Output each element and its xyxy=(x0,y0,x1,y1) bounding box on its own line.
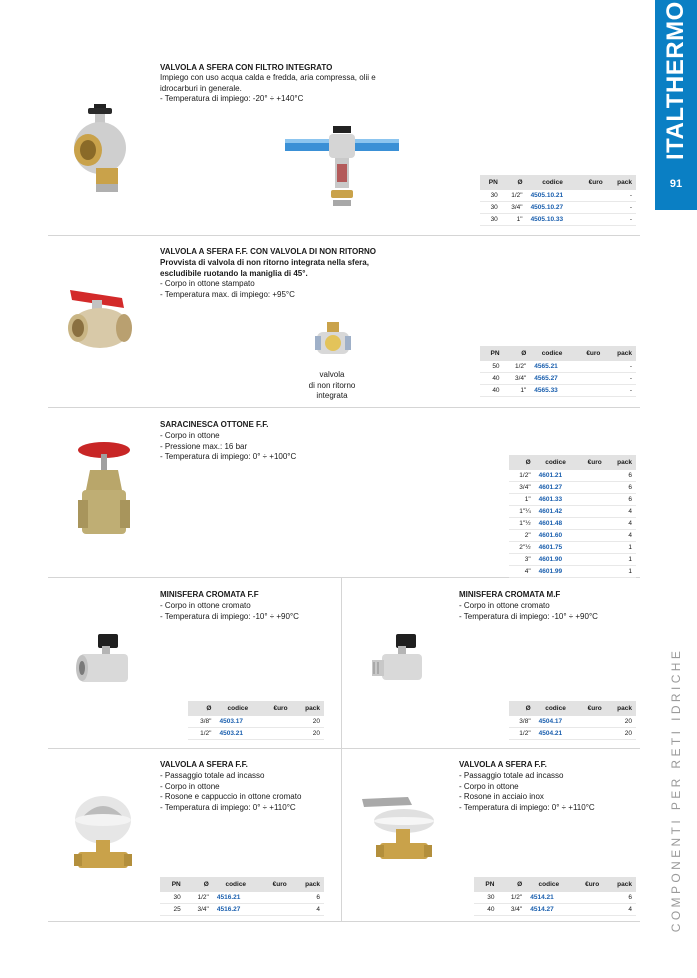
description-line: - Temperatura di impiego: 0° ÷ +100°C xyxy=(160,452,297,461)
non-return-valve-image xyxy=(313,320,353,364)
product-code: 4565.33 xyxy=(530,385,574,397)
product-code: 4601.21 xyxy=(535,470,577,482)
product-code: 4505.10.27 xyxy=(527,202,579,214)
table-cell xyxy=(578,214,606,226)
table-cell: 30 xyxy=(160,892,185,904)
product-code: 4505.10.33 xyxy=(527,214,579,226)
table-cell: 4 xyxy=(291,904,324,916)
brand-name: ITALTHERMO xyxy=(662,1,689,160)
table-cell xyxy=(259,904,291,916)
table-cell xyxy=(578,190,606,202)
table-header: €uro xyxy=(260,701,291,716)
table-cell xyxy=(574,385,605,397)
table-cell: 30 xyxy=(480,202,502,214)
table-cell: 4 xyxy=(606,506,636,518)
table-cell: 4 xyxy=(606,518,636,530)
table-cell: 3/4" xyxy=(502,202,527,214)
table-header: codice xyxy=(535,455,577,470)
description-line: - Temperatura di impiego: -10° ÷ +90°C xyxy=(160,611,299,621)
product-description xyxy=(160,601,299,622)
product-title: VALVOLA A SFERA CON FILTRO INTEGRATO xyxy=(160,63,333,72)
concealed-valve-chrome-cap-image xyxy=(72,790,134,874)
table-cell xyxy=(576,728,605,740)
table-cell: 30 xyxy=(474,892,498,904)
image-caption xyxy=(297,370,367,402)
table-row xyxy=(188,716,324,728)
chrome-mini-valve-mf-image xyxy=(368,630,428,690)
table-header: €uro xyxy=(571,877,603,892)
table-header: PN xyxy=(480,175,502,190)
product-table xyxy=(509,701,636,740)
table-cell xyxy=(576,716,605,728)
table-cell: 1" xyxy=(504,385,531,397)
table-row xyxy=(474,892,636,904)
table-cell: 20 xyxy=(606,728,636,740)
table-cell: 50 xyxy=(480,361,504,373)
table-cell: 4 xyxy=(603,904,636,916)
table-header: codice xyxy=(535,701,577,716)
table-cell: 6 xyxy=(606,470,636,482)
description-line: - Corpo in ottone cromato xyxy=(459,601,550,610)
table-row xyxy=(509,728,636,740)
table-cell: - xyxy=(604,385,636,397)
product-description-bold xyxy=(160,258,369,279)
caption-line: di non ritorno xyxy=(308,380,356,390)
table-row xyxy=(509,518,636,530)
product-description xyxy=(160,279,295,300)
table-cell: 2"½ xyxy=(509,542,535,554)
table-cell: 1"½ xyxy=(509,518,535,530)
table-cell xyxy=(576,566,605,578)
table-row xyxy=(188,728,324,740)
table-cell: - xyxy=(604,373,636,385)
table-header: codice xyxy=(530,346,574,361)
table-row xyxy=(509,566,636,578)
table-cell xyxy=(574,373,605,385)
table-cell: 30 xyxy=(480,214,502,226)
table-cell xyxy=(259,892,291,904)
table-cell xyxy=(578,202,606,214)
table-cell: 1" xyxy=(509,494,535,506)
table-row xyxy=(474,904,636,916)
table-cell: - xyxy=(607,202,636,214)
description-line: - Passaggio totale ad incasso xyxy=(459,771,564,780)
table-cell xyxy=(576,470,605,482)
product-description xyxy=(160,431,296,463)
product-code: 4601.48 xyxy=(535,518,577,530)
table-row xyxy=(480,373,636,385)
product-table xyxy=(474,877,636,916)
table-cell xyxy=(576,554,605,566)
table-cell: 1/2" xyxy=(188,728,215,740)
table-cell: 3/4" xyxy=(185,904,213,916)
product-description xyxy=(459,601,598,622)
product-description xyxy=(160,73,376,105)
table-header: pack xyxy=(606,455,636,470)
table-header: pack xyxy=(606,701,636,716)
product-title: MINISFERA CROMATA M.F xyxy=(459,590,561,599)
ball-valve-red-handle-image xyxy=(62,280,138,360)
description-line: Impiego con uso acqua calda e fredda, aria compressa, olii e xyxy=(160,73,376,82)
table-header: pack xyxy=(291,877,324,892)
table-header: PN xyxy=(474,877,498,892)
table-header: codice xyxy=(213,877,259,892)
table-row xyxy=(480,214,636,226)
table-cell: 3/8" xyxy=(509,716,535,728)
table-cell: 1" xyxy=(502,214,527,226)
table-header: Ø xyxy=(502,175,527,190)
table-cell: 20 xyxy=(606,716,636,728)
product-title: VALVOLA A SFERA F.F. xyxy=(459,760,547,769)
page-number: 91 xyxy=(669,178,683,190)
table-header: pack xyxy=(604,346,636,361)
table-cell xyxy=(574,361,605,373)
table-cell: 25 xyxy=(160,904,185,916)
table-row xyxy=(480,361,636,373)
concealed-valve-steel-rosette-image xyxy=(356,795,436,875)
description-line: escludibile ruotando la maniglia di 45°. xyxy=(160,268,308,278)
product-code: 4514.27 xyxy=(526,904,571,916)
table-cell xyxy=(576,482,605,494)
table-row xyxy=(509,530,636,542)
table-cell: 1 xyxy=(606,566,636,578)
product-code: 4505.10.21 xyxy=(527,190,579,202)
description-line: - Temperatura di impiego: -10° ÷ +90°C xyxy=(459,611,598,621)
description-line: - Pressione max.: 16 bar xyxy=(160,441,248,451)
column-divider xyxy=(341,577,342,921)
table-row xyxy=(509,716,636,728)
description-line: - Corpo in ottone xyxy=(160,781,220,791)
table-row xyxy=(509,506,636,518)
table-cell: 20 xyxy=(292,716,324,728)
product-code: 4504.17 xyxy=(535,716,577,728)
product-title: VALVOLA A SFERA F.F. xyxy=(160,760,248,769)
description-line: - Temperatura di impiego: -20° ÷ +140°C xyxy=(160,94,304,103)
table-header: €uro xyxy=(576,701,605,716)
table-cell xyxy=(576,542,605,554)
description-line: - Corpo in ottone xyxy=(459,781,519,791)
table-header: €uro xyxy=(574,346,605,361)
product-table xyxy=(509,455,636,578)
product-table xyxy=(480,175,636,226)
table-header: €uro xyxy=(578,175,606,190)
description-line: Provvista di valvola di non ritorno integrata nella sfera, xyxy=(160,258,369,267)
table-cell: 40 xyxy=(480,373,504,385)
description-line: - Temperatura di impiego: 0° ÷ +110°C xyxy=(459,802,595,812)
product-table xyxy=(480,346,636,397)
product-description xyxy=(459,771,595,813)
caption-line: integrata xyxy=(316,391,348,400)
table-cell: - xyxy=(607,190,636,202)
table-header: pack xyxy=(292,701,324,716)
product-code: 4565.21 xyxy=(530,361,574,373)
table-row xyxy=(509,470,636,482)
table-cell: 1 xyxy=(606,554,636,566)
ball-valve-filter-image xyxy=(68,100,132,196)
table-cell: 1/2" xyxy=(502,190,527,202)
table-header: Ø xyxy=(188,701,215,716)
description-line: - Rosone e cappuccio in ottone cromato xyxy=(160,792,302,801)
description-line: - Corpo in ottone stampato xyxy=(160,279,255,288)
product-title: SARACINESCA OTTONE F.F. xyxy=(160,420,269,429)
gate-valve-image xyxy=(74,440,134,542)
table-header: Ø xyxy=(504,346,531,361)
table-cell xyxy=(260,716,291,728)
product-code: 4601.33 xyxy=(535,494,577,506)
table-cell: - xyxy=(607,214,636,226)
filter-valve-diagram-image xyxy=(283,124,401,210)
side-title: COMPONENTI PER RETI IDRICHE xyxy=(669,647,683,933)
table-cell: 3" xyxy=(509,554,535,566)
table-row xyxy=(480,190,636,202)
table-row xyxy=(160,892,324,904)
product-code: 4516.27 xyxy=(213,904,259,916)
table-header: pack xyxy=(603,877,636,892)
table-cell: 2" xyxy=(509,530,535,542)
caption-line: valvola xyxy=(319,370,345,379)
table-header: €uro xyxy=(576,455,605,470)
table-row xyxy=(509,542,636,554)
table-cell: 40 xyxy=(474,904,498,916)
table-cell: 4 xyxy=(606,530,636,542)
separator xyxy=(48,748,640,749)
table-cell: 6 xyxy=(606,482,636,494)
chrome-mini-valve-ff-image xyxy=(72,630,134,690)
table-cell: 1/2" xyxy=(504,361,531,373)
table-cell: 1/2" xyxy=(509,470,535,482)
table-header: Ø xyxy=(509,701,535,716)
table-cell: 6 xyxy=(603,892,636,904)
product-title: VALVOLA A SFERA F.F. CON VALVOLA DI NON RITORNO xyxy=(160,247,376,256)
table-cell: 6 xyxy=(606,494,636,506)
product-code: 4503.17 xyxy=(215,716,260,728)
table-cell: 4" xyxy=(509,566,535,578)
table-cell xyxy=(576,506,605,518)
description-line: - Corpo in ottone xyxy=(160,431,220,440)
separator xyxy=(48,921,640,922)
table-row xyxy=(509,494,636,506)
description-line: - Rosone in acciaio inox xyxy=(459,792,544,801)
product-description xyxy=(160,771,301,813)
table-cell xyxy=(576,530,605,542)
table-cell xyxy=(576,518,605,530)
table-cell: 30 xyxy=(480,190,502,202)
table-cell: 3/4" xyxy=(504,373,531,385)
table-header: Ø xyxy=(185,877,213,892)
table-cell: 1/2" xyxy=(185,892,213,904)
product-code: 4601.27 xyxy=(535,482,577,494)
table-header: Ø xyxy=(509,455,535,470)
table-cell: 1/2" xyxy=(509,728,535,740)
table-row xyxy=(480,202,636,214)
table-row xyxy=(509,554,636,566)
table-cell xyxy=(260,728,291,740)
table-cell: 6 xyxy=(291,892,324,904)
table-cell: - xyxy=(604,361,636,373)
table-row xyxy=(509,482,636,494)
table-header: PN xyxy=(160,877,185,892)
product-code: 4503.21 xyxy=(215,728,260,740)
product-code: 4565.27 xyxy=(530,373,574,385)
product-code: 4601.75 xyxy=(535,542,577,554)
product-code: 4601.90 xyxy=(535,554,577,566)
table-header: codice xyxy=(215,701,260,716)
table-header: €uro xyxy=(259,877,291,892)
table-row xyxy=(480,385,636,397)
product-code: 4516.21 xyxy=(213,892,259,904)
table-row xyxy=(160,904,324,916)
table-header: Ø xyxy=(498,877,526,892)
product-table xyxy=(160,877,324,916)
table-cell: 40 xyxy=(480,385,504,397)
table-header: codice xyxy=(527,175,579,190)
table-cell: 3/8" xyxy=(188,716,215,728)
separator xyxy=(48,235,640,236)
description-line: idrocarburi in generale. xyxy=(160,83,242,93)
table-cell: 3/4" xyxy=(509,482,535,494)
table-header: PN xyxy=(480,346,504,361)
product-title: MINISFERA CROMATA F.F xyxy=(160,590,259,599)
separator xyxy=(48,407,640,408)
table-cell xyxy=(576,494,605,506)
table-cell xyxy=(571,892,603,904)
table-cell: 1 xyxy=(606,542,636,554)
product-table xyxy=(188,701,324,740)
product-code: 4514.21 xyxy=(526,892,571,904)
table-cell: 3/4" xyxy=(498,904,526,916)
table-header: codice xyxy=(526,877,571,892)
table-cell: 1/2" xyxy=(498,892,526,904)
table-cell xyxy=(571,904,603,916)
product-code: 4601.42 xyxy=(535,506,577,518)
description-line: - Corpo in ottone cromato xyxy=(160,601,251,610)
description-line: - Passaggio totale ad incasso xyxy=(160,771,265,780)
table-cell: 20 xyxy=(292,728,324,740)
product-code: 4601.99 xyxy=(535,566,577,578)
product-code: 4504.21 xyxy=(535,728,577,740)
product-code: 4601.60 xyxy=(535,530,577,542)
table-cell: 1"¼ xyxy=(509,506,535,518)
description-line: - Temperatura max. di impiego: +95°C xyxy=(160,289,295,299)
description-line: - Temperatura di impiego: 0° ÷ +110°C xyxy=(160,802,296,812)
table-header: pack xyxy=(607,175,636,190)
